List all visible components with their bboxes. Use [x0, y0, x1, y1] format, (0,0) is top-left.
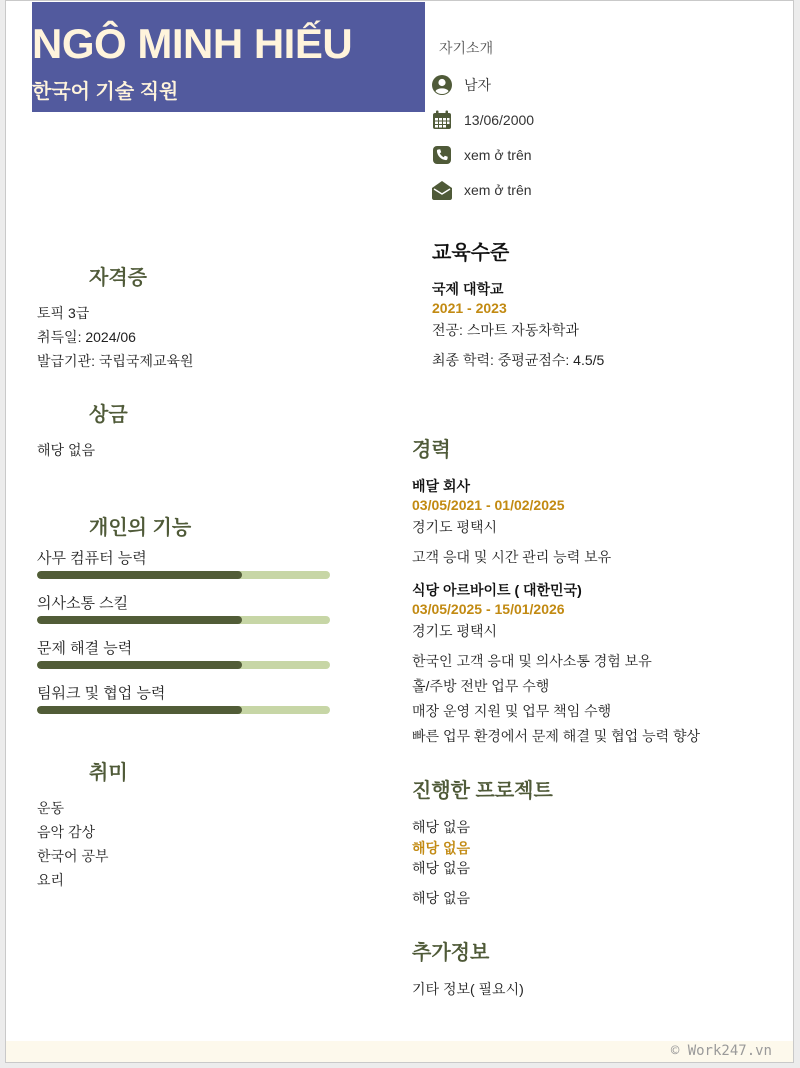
project-period: 해당 없음: [412, 840, 470, 856]
contact-email: [431, 178, 532, 202]
certificate-line: 취득일: 2024/06: [37, 329, 136, 345]
projects-title: 진행한 프로젝트: [412, 780, 553, 802]
birthdate-value: 13/06/2000: [464, 112, 535, 128]
certificates-title: 자격증: [89, 267, 147, 289]
email-value: xem ở trên: [464, 182, 532, 198]
hobby-item: 음악 감상: [37, 824, 95, 840]
skill-bar-fill: [37, 706, 242, 714]
job-company: 식당 아르바이트 ( 대한민국): [412, 582, 582, 598]
phone-value: xem ở trên: [464, 147, 532, 163]
certificate-line: 토픽 3급: [37, 305, 90, 321]
skill-label: 의사소통 스킬: [37, 595, 129, 612]
skills-title: 개인의 기능: [89, 517, 192, 539]
skill-bar: [37, 706, 330, 714]
award-line: 해당 없음: [37, 442, 95, 458]
footer: [6, 1041, 793, 1063]
awards-title: 상금: [89, 404, 128, 426]
job-detail: 한국인 고객 응대 및 의사소통 경험 보유: [412, 653, 652, 669]
user-icon: [431, 74, 453, 96]
project-name: 해당 없음: [412, 819, 470, 835]
job-detail: 고객 응대 및 시간 관리 능력 보유: [412, 549, 612, 565]
skill-bar-fill: [37, 661, 242, 669]
intro-label: 자기소개: [439, 40, 494, 56]
skill-bar: [37, 661, 330, 669]
hobbies-title: 취미: [89, 762, 128, 784]
additional-text: 기타 정보( 필요시): [412, 981, 524, 997]
education-major: 전공: 스마트 자동차학과: [432, 322, 579, 338]
resume-page: [5, 0, 794, 1063]
hobby-item: 한국어 공부: [37, 848, 109, 864]
job-title: 한국어 기술 직원: [32, 81, 179, 103]
hobby-item: 요리: [37, 872, 65, 888]
contact-birthdate: [431, 108, 534, 132]
skill-bar-fill: [37, 571, 242, 579]
skill-bar-fill: [37, 616, 242, 624]
calendar-icon: [431, 109, 453, 131]
job-period: 03/05/2025 - 15/01/2026: [412, 601, 565, 617]
certificate-line: 발급기관: 국립국제교육원: [37, 353, 194, 369]
contact-phone: [431, 143, 532, 167]
education-title: 교육수준: [432, 242, 510, 264]
envelope-icon: [431, 179, 453, 201]
job-detail: 빠른 업무 환경에서 문제 해결 및 협업 능력 향상: [412, 728, 701, 744]
candidate-name: NGÔ MINH HIẾU: [32, 20, 353, 67]
skill-label: 팀워크 및 협업 능력: [37, 685, 166, 702]
job-period: 03/05/2021 - 01/02/2025: [412, 497, 565, 513]
experience-title: 경력: [412, 439, 451, 461]
project-description: 해당 없음: [412, 890, 470, 906]
gender-value: 남자: [464, 77, 492, 93]
project-role: 해당 없음: [412, 860, 470, 876]
job-company: 배달 회사: [412, 478, 470, 494]
skill-label: 사무 컴퓨터 능력: [37, 550, 147, 567]
additional-title: 추가정보: [412, 942, 490, 964]
phone-icon: [431, 144, 453, 166]
job-location: 경기도 평택시: [412, 623, 498, 639]
job-detail: 매장 운영 지원 및 업무 책임 수행: [412, 703, 612, 719]
copyright: © Work247.vn: [670, 1043, 772, 1059]
skill-label: 문제 해결 능력: [37, 640, 133, 657]
job-detail: 홀/주방 전반 업무 수행: [412, 678, 550, 694]
job-location: 경기도 평택시: [412, 519, 498, 535]
hobby-item: 운동: [37, 800, 65, 816]
skill-bar: [37, 571, 330, 579]
skill-bar: [37, 616, 330, 624]
education-period: 2021 - 2023: [432, 300, 507, 316]
education-school: 국제 대학교: [432, 281, 504, 297]
education-gpa: 최종 학력: 중평균점수: 4.5/5: [432, 352, 605, 368]
contact-gender: [431, 73, 491, 97]
header-banner: [32, 2, 425, 112]
